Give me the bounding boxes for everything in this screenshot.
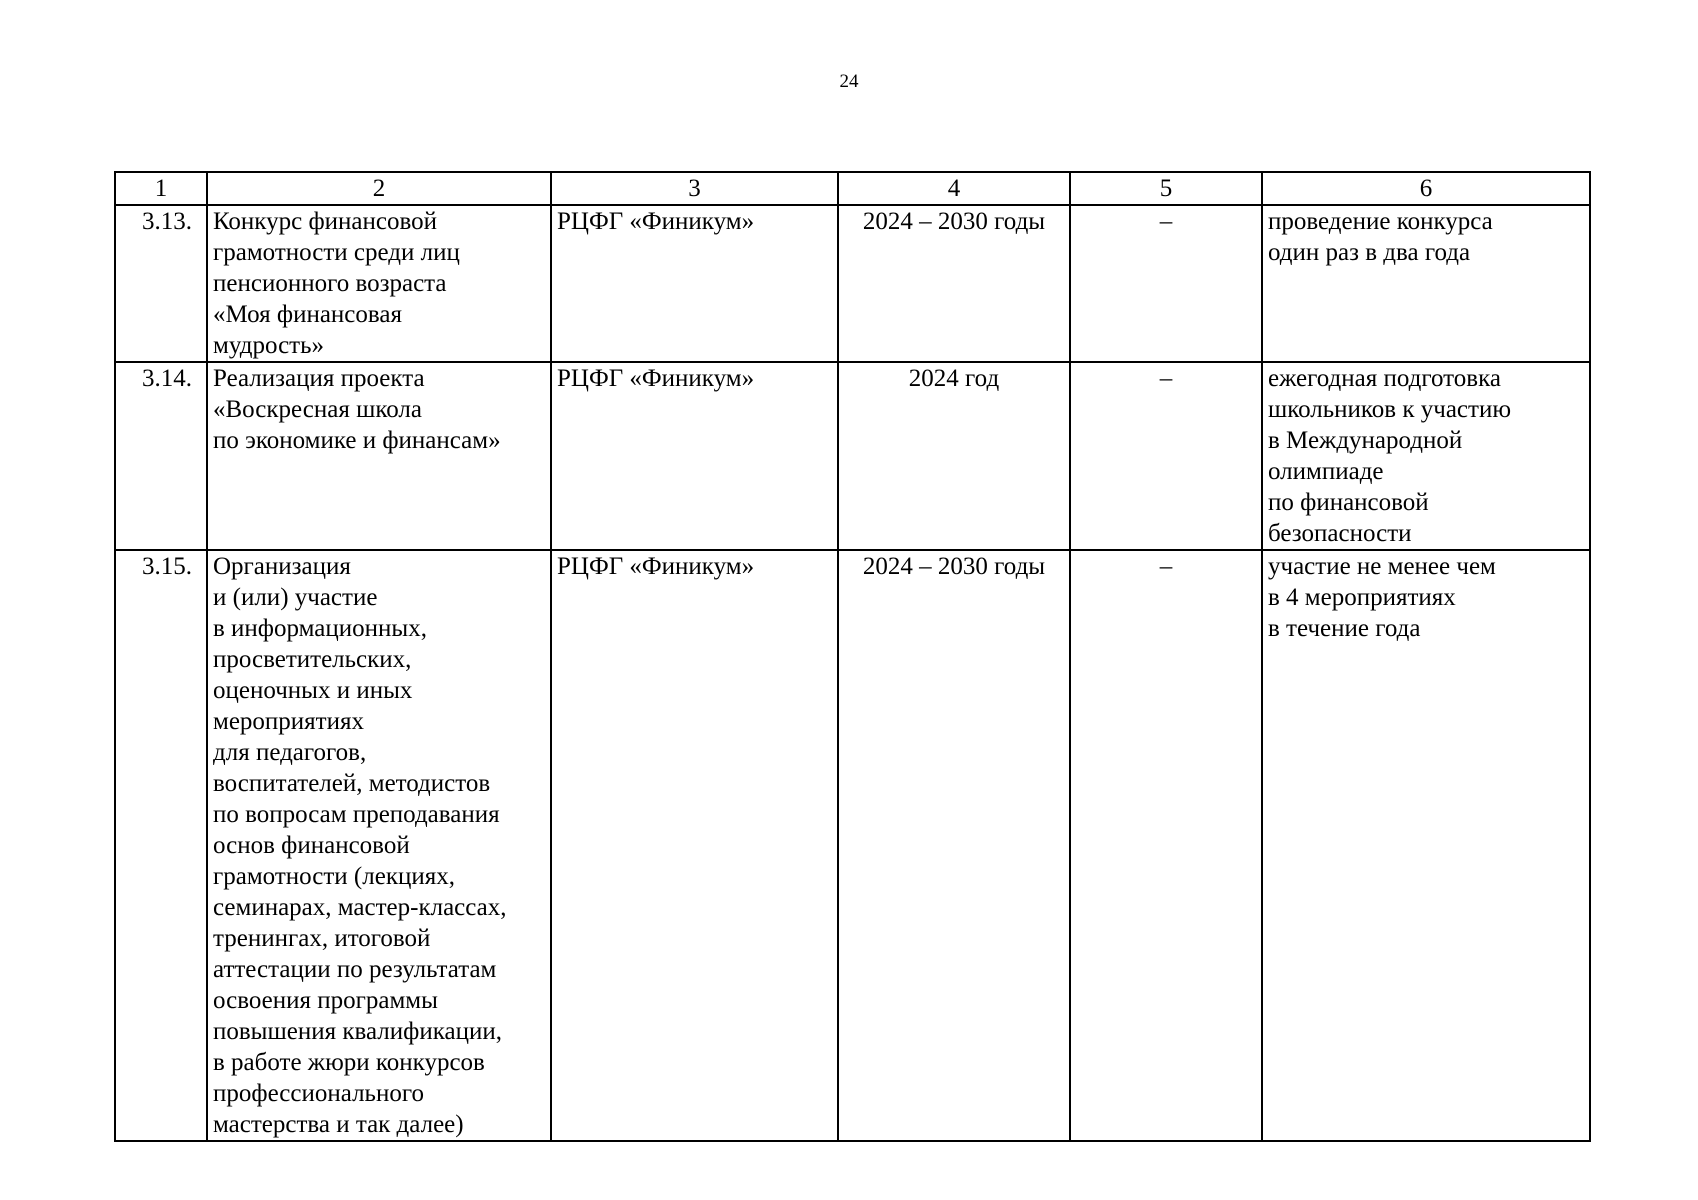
column-header-3: 3 [551, 172, 838, 205]
period: 2024 год [838, 362, 1070, 550]
activity-plan-table [114, 171, 1591, 1142]
executor: РЦФГ «Финикум» [551, 205, 838, 362]
executor: РЦФГ «Финикум» [551, 362, 838, 550]
table-row [115, 205, 1590, 362]
header-row [115, 172, 1590, 205]
expected-result: проведение конкурса один раз в два года [1262, 205, 1590, 362]
period: 2024 – 2030 годы [838, 205, 1070, 362]
column-header-5: 5 [1070, 172, 1262, 205]
event-name: Конкурс финансовой грамотности среди лиц пенсионного возраста «Моя финансовая мудрость» [207, 205, 551, 362]
event-name: Реализация проекта «Воскресная школа по экономике и финансам» [207, 362, 551, 550]
column-header-4: 4 [838, 172, 1070, 205]
event-name: Организация и (или) участие в информационных, просветительских, оценочных и иных мероприятиях для педагогов, воспитателей, методистов по вопросам преподавания основ финансовой грамотности (лекциях, семинарах, мастер-классах, тренингах, итоговой аттестации по результатам освоения программы повышения квалификации, в работе жюри конкурсов профессионального мастерства и так далее) [207, 550, 551, 1141]
table-row [115, 550, 1590, 1141]
item-number: 3.13. [115, 205, 207, 362]
item-number: 3.15. [115, 550, 207, 1141]
funding: – [1070, 362, 1262, 550]
funding: – [1070, 550, 1262, 1141]
item-number: 3.14. [115, 362, 207, 550]
page-number: 24 [839, 71, 859, 92]
executor: РЦФГ «Финикум» [551, 550, 838, 1141]
table-row [115, 362, 1590, 550]
funding: – [1070, 205, 1262, 362]
column-header-2: 2 [207, 172, 551, 205]
expected-result: участие не менее чем в 4 мероприятиях в течение года [1262, 550, 1590, 1141]
column-header-6: 6 [1262, 172, 1590, 205]
period: 2024 – 2030 годы [838, 550, 1070, 1141]
expected-result: ежегодная подготовка школьников к участию в Международной олимпиаде по финансовой безопасности [1262, 362, 1590, 550]
column-header-1: 1 [115, 172, 207, 205]
